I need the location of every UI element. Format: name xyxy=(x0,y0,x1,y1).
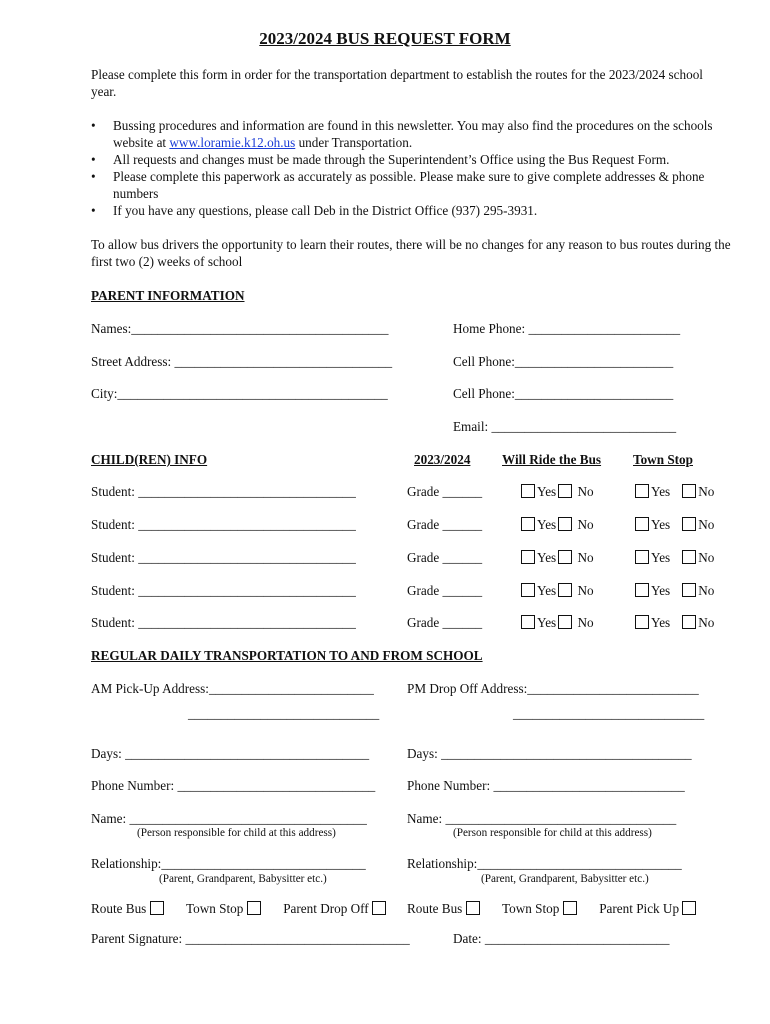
am-route-bus-checkbox[interactable] xyxy=(150,901,164,915)
pm-dropoff-line-2[interactable]: _____________________________ xyxy=(513,706,705,721)
grade-field[interactable]: Grade ______ xyxy=(407,484,483,499)
names-field[interactable]: Names:_______________________________________ xyxy=(91,321,389,336)
ride-bus-options xyxy=(521,615,594,631)
ride-bus-options xyxy=(521,583,594,599)
bullet-procedures xyxy=(91,117,731,151)
ride-yes-checkbox[interactable] xyxy=(521,484,535,498)
cell-phone-field-2[interactable]: Cell Phone:________________________ xyxy=(453,386,674,401)
regular-transport-heading: REGULAR DAILY TRANSPORTATION TO AND FROM SCHOOL xyxy=(91,648,483,663)
student-field[interactable]: Student: _________________________________ xyxy=(91,550,356,565)
pm-name-field[interactable]: Name: ___________________________________ xyxy=(407,811,677,826)
ride-yes-label: Yes xyxy=(537,517,557,532)
town-no-label: No xyxy=(698,517,715,532)
cell-phone-field-1[interactable]: Cell Phone:________________________ xyxy=(453,354,674,369)
town-yes-checkbox[interactable] xyxy=(635,517,649,531)
ride-no-label: No xyxy=(577,583,594,598)
student-field[interactable]: Student: _________________________________ xyxy=(91,517,356,532)
am-phone-field[interactable]: Phone Number: ______________________________ xyxy=(91,778,376,793)
pm-relationship-note: (Parent, Grandparent, Babysitter etc.) xyxy=(481,873,649,885)
ride-yes-label: Yes xyxy=(537,484,557,499)
ride-no-checkbox[interactable] xyxy=(558,484,572,498)
form-title: 2023/2024 BUS REQUEST FORM xyxy=(259,29,511,48)
ride-no-label: No xyxy=(577,615,594,630)
bullet-procedures-text: Bussing procedures and information are found in this newsletter. You may also find the procedures on the schools website at xyxy=(113,118,713,150)
ride-yes-checkbox[interactable] xyxy=(521,517,535,531)
student-field[interactable]: Student: _________________________________ xyxy=(91,583,356,598)
ride-yes-label: Yes xyxy=(537,550,557,565)
town-yes-label: Yes xyxy=(651,484,671,499)
city-field[interactable]: City:_________________________________________ xyxy=(91,386,388,401)
town-no-label: No xyxy=(698,550,715,565)
town-stop-options xyxy=(635,550,714,566)
children-heading: CHILD(REN) INFO xyxy=(91,452,208,467)
parent-drop-off-label: Parent Drop Off xyxy=(283,901,369,916)
town-no-label: No xyxy=(698,615,715,630)
ride-yes-checkbox[interactable] xyxy=(521,583,535,597)
town-yes-label: Yes xyxy=(651,583,671,598)
ride-yes-checkbox[interactable] xyxy=(521,550,535,564)
bullet-questions: • If you have any questions, please call Deb in the District Office (937) 295-3931. xyxy=(91,202,731,219)
am-town-stop-label: Town Stop xyxy=(185,901,244,916)
intro-paragraph: Please complete this form in order for the transportation department to establish the routes for the 2023/2024 school year. xyxy=(91,67,703,99)
am-town-stop-checkbox[interactable] xyxy=(247,901,261,915)
town-no-checkbox[interactable] xyxy=(682,517,696,531)
pm-route-bus-checkbox[interactable] xyxy=(466,901,480,915)
ride-bus-options xyxy=(521,517,594,533)
ride-no-checkbox[interactable] xyxy=(558,615,572,629)
pm-town-stop-label: Town Stop xyxy=(501,901,560,916)
ride-bus-options xyxy=(521,550,594,566)
parent-signature-field[interactable]: Parent Signature: __________________________________ xyxy=(91,931,410,946)
grade-field[interactable]: Grade ______ xyxy=(407,583,483,598)
am-name-note: (Person responsible for child at this address) xyxy=(137,827,336,839)
am-relationship-field[interactable]: Relationship:_______________________________ xyxy=(91,856,366,871)
grade-field[interactable]: Grade ______ xyxy=(407,615,483,630)
year-column-header: 2023/2024 xyxy=(414,452,471,467)
am-pickup-line-2[interactable]: _____________________________ xyxy=(188,706,380,721)
town-no-checkbox[interactable] xyxy=(682,550,696,564)
parent-drop-off-checkbox[interactable] xyxy=(372,901,386,915)
pm-route-bus-label: Route Bus xyxy=(407,901,463,916)
pm-relationship-field[interactable]: Relationship:_______________________________ xyxy=(407,856,682,871)
ride-bus-options xyxy=(521,484,594,500)
am-name-field[interactable]: Name: ____________________________________ xyxy=(91,811,367,826)
date-field[interactable]: Date: ____________________________ xyxy=(453,931,670,946)
parent-info-heading: PARENT INFORMATION xyxy=(91,288,245,303)
student-field[interactable]: Student: _________________________________ xyxy=(91,484,356,499)
ride-no-checkbox[interactable] xyxy=(558,583,572,597)
pm-phone-field[interactable]: Phone Number: _____________________________ xyxy=(407,778,685,793)
ride-no-checkbox[interactable] xyxy=(558,517,572,531)
am-relationship-note: (Parent, Grandparent, Babysitter etc.) xyxy=(159,873,327,885)
email-field[interactable]: Email: ____________________________ xyxy=(453,419,677,434)
town-yes-checkbox[interactable] xyxy=(635,550,649,564)
parent-pick-up-label: Parent Pick Up xyxy=(599,901,680,916)
town-no-checkbox[interactable] xyxy=(682,484,696,498)
ride-yes-checkbox[interactable] xyxy=(521,615,535,629)
town-stop-options xyxy=(635,517,714,533)
town-no-checkbox[interactable] xyxy=(682,615,696,629)
ride-yes-label: Yes xyxy=(537,583,557,598)
pm-options xyxy=(407,901,698,917)
town-no-checkbox[interactable] xyxy=(682,583,696,597)
ride-no-label: No xyxy=(577,484,594,499)
home-phone-field[interactable]: Home Phone: _______________________ xyxy=(453,321,681,336)
ride-bus-column-header: Will Ride the Bus xyxy=(502,452,602,467)
town-yes-label: Yes xyxy=(651,615,671,630)
grade-field[interactable]: Grade ______ xyxy=(407,517,483,532)
ride-no-label: No xyxy=(577,550,594,565)
town-yes-label: Yes xyxy=(651,550,671,565)
notice-paragraph: To allow bus drivers the opportunity to learn their routes, there will be no changes for any reason to bus routes during the first two (2) weeks of school xyxy=(91,237,731,269)
am-route-bus-label: Route Bus xyxy=(91,901,147,916)
bullet-requests: • All requests and changes must be made through the Superintendent’s Office using the Bus Request Form. xyxy=(91,151,731,168)
town-yes-checkbox[interactable] xyxy=(635,484,649,498)
town-yes-checkbox[interactable] xyxy=(635,615,649,629)
ride-no-checkbox[interactable] xyxy=(558,550,572,564)
am-days-field[interactable]: Days: _____________________________________ xyxy=(91,746,370,761)
town-yes-checkbox[interactable] xyxy=(635,583,649,597)
ride-yes-label: Yes xyxy=(537,615,557,630)
parent-pick-up-checkbox[interactable] xyxy=(682,901,696,915)
school-website-link[interactable]: www.loramie.k12.oh.us xyxy=(169,135,296,150)
street-address-field[interactable]: Street Address: _________________________________ xyxy=(91,354,393,369)
town-no-label: No xyxy=(698,484,715,499)
town-stop-options xyxy=(635,583,714,599)
pm-days-field[interactable]: Days: ______________________________________ xyxy=(407,746,692,761)
bullet-list xyxy=(91,117,731,219)
student-field[interactable]: Student: _________________________________ xyxy=(91,615,356,630)
am-pickup-field[interactable]: AM Pick-Up Address:_________________________ xyxy=(91,681,374,696)
pm-town-stop-checkbox[interactable] xyxy=(563,901,577,915)
town-no-label: No xyxy=(698,583,715,598)
bullet-procedures-suffix: under Transportation. xyxy=(295,135,413,150)
town-stop-options xyxy=(635,484,714,500)
town-yes-label: Yes xyxy=(651,517,671,532)
pm-dropoff-field[interactable]: PM Drop Off Address:__________________________ xyxy=(407,681,699,696)
bullet-paperwork: • Please complete this paperwork as accurately as possible. Please make sure to give complete addresses & phone numbers xyxy=(91,168,731,202)
grade-field[interactable]: Grade ______ xyxy=(407,550,483,565)
am-options xyxy=(91,901,388,917)
town-stop-column-header: Town Stop xyxy=(633,452,693,467)
town-stop-options xyxy=(635,615,714,631)
pm-name-note: (Person responsible for child at this address) xyxy=(453,827,652,839)
ride-no-label: No xyxy=(577,517,594,532)
